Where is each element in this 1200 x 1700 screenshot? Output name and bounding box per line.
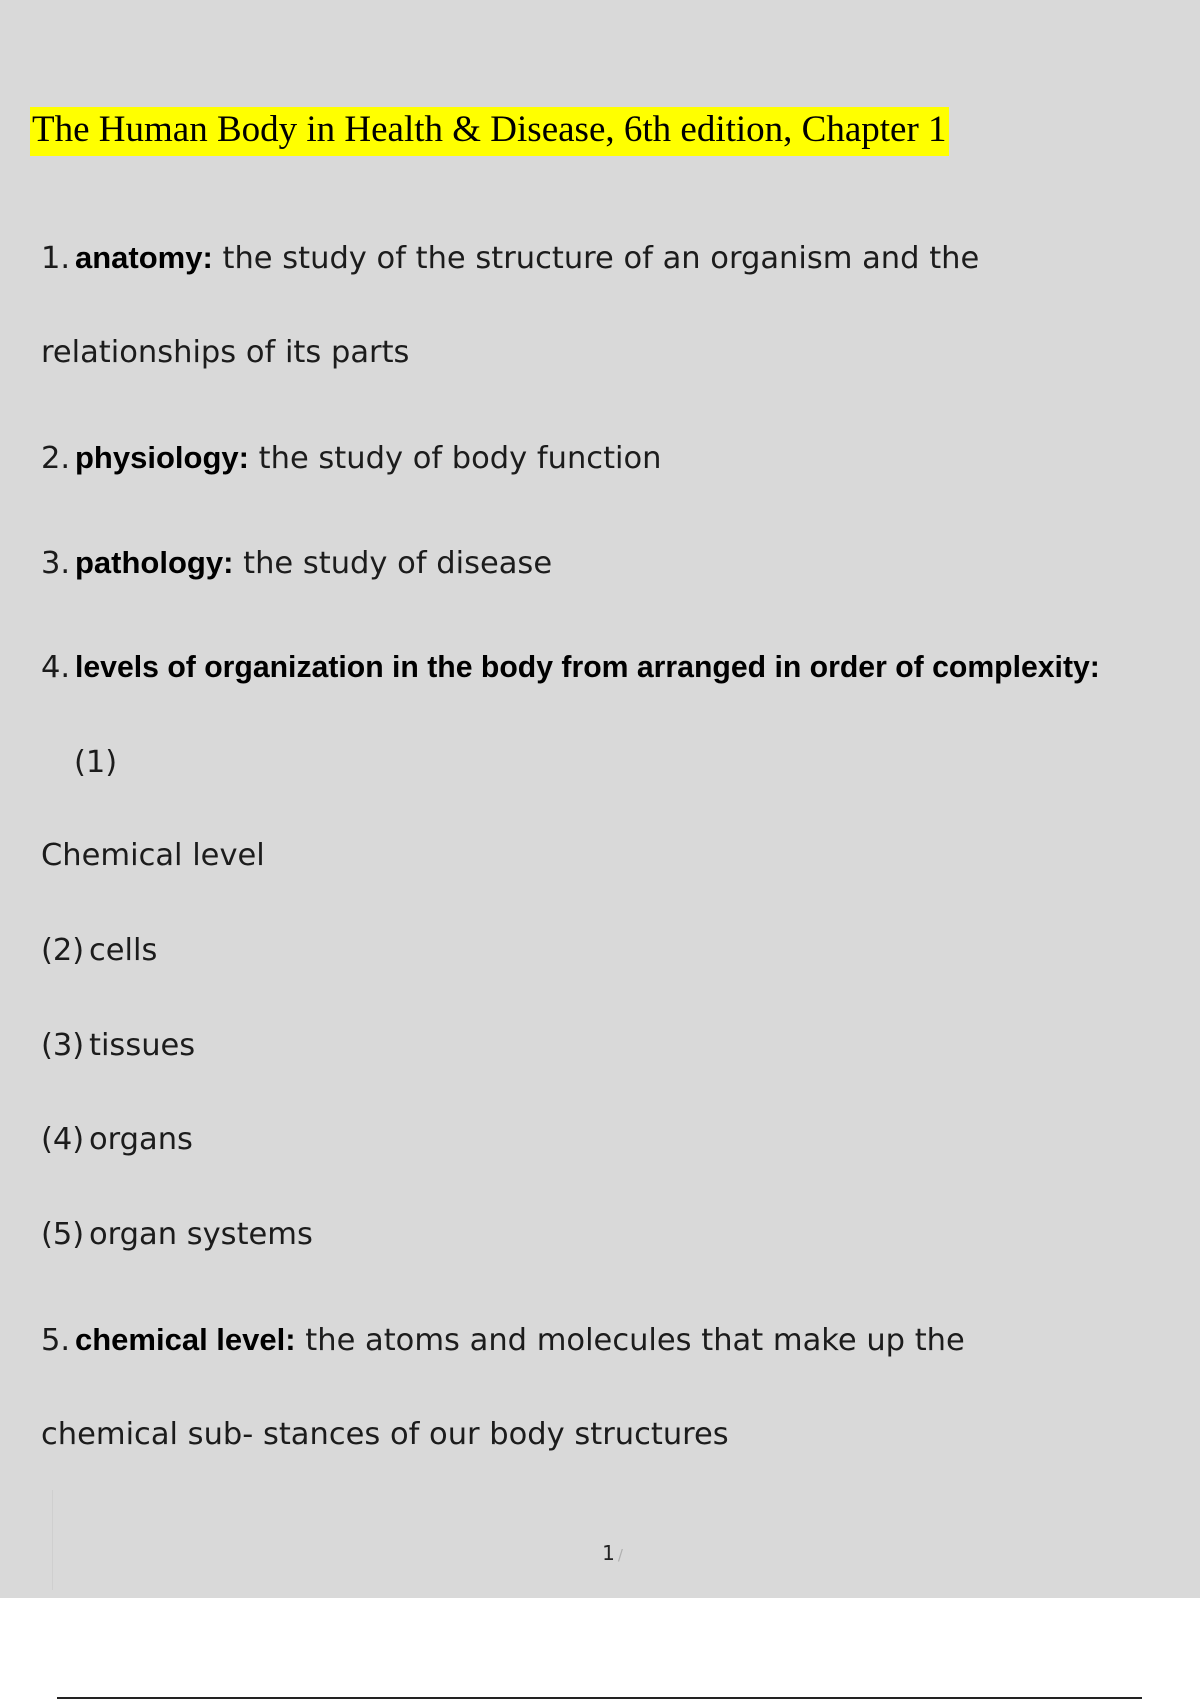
level-index-1: (1) <box>74 745 118 780</box>
level-label: organ systems <box>89 1217 313 1252</box>
entry-number: 2. <box>41 441 71 476</box>
entry-number: 1. <box>41 241 71 276</box>
entry-definition: the study of disease <box>243 546 553 581</box>
entry-number: 5. <box>41 1323 71 1358</box>
margin-rule <box>52 1490 53 1590</box>
level-item-3 <box>41 1028 195 1063</box>
entry-term: anatomy: <box>75 240 213 275</box>
entry-1-line-1 <box>41 240 979 276</box>
level-index: (3) <box>41 1028 85 1063</box>
document-title: The Human Body in Health & Disease, 6th edition, Chapter 1 <box>30 107 949 156</box>
entry-term: levels of organization in the body from arranged in order of complexity: <box>75 651 1100 684</box>
entry-5-line-2: chemical sub- stances of our body structures <box>41 1417 729 1452</box>
entry-5-line-1 <box>41 1322 965 1358</box>
next-page-top-rule <box>57 1697 1142 1699</box>
entry-number: 3. <box>41 546 71 581</box>
entry-number: 4. <box>41 650 71 685</box>
entry-term: chemical level: <box>75 1322 296 1357</box>
entry-definition: the study of body function <box>258 441 662 476</box>
entry-1-line-2: relationships of its parts <box>41 335 410 370</box>
entry-3 <box>41 545 552 581</box>
level-label-1: Chemical level <box>41 838 265 873</box>
entry-definition: the atoms and molecules that make up the <box>305 1323 965 1358</box>
level-item-2 <box>41 933 157 968</box>
level-label: cells <box>89 933 158 968</box>
page-number <box>0 1541 1200 1565</box>
level-item-5 <box>41 1217 313 1252</box>
entry-term: physiology: <box>75 440 249 475</box>
entry-definition: the study of the structure of an organism and the <box>222 241 980 276</box>
entry-term: pathology: <box>75 545 234 580</box>
level-index: (4) <box>41 1122 85 1157</box>
page-number-value: 1 <box>602 1541 615 1565</box>
level-item-4 <box>41 1122 193 1157</box>
entry-4 <box>41 650 1100 686</box>
level-label: organs <box>89 1122 193 1157</box>
entry-2 <box>41 440 662 476</box>
level-label: tissues <box>89 1028 196 1063</box>
level-index: (2) <box>41 933 85 968</box>
level-index: (5) <box>41 1217 85 1252</box>
page-number-suffix: / <box>617 1546 623 1564</box>
